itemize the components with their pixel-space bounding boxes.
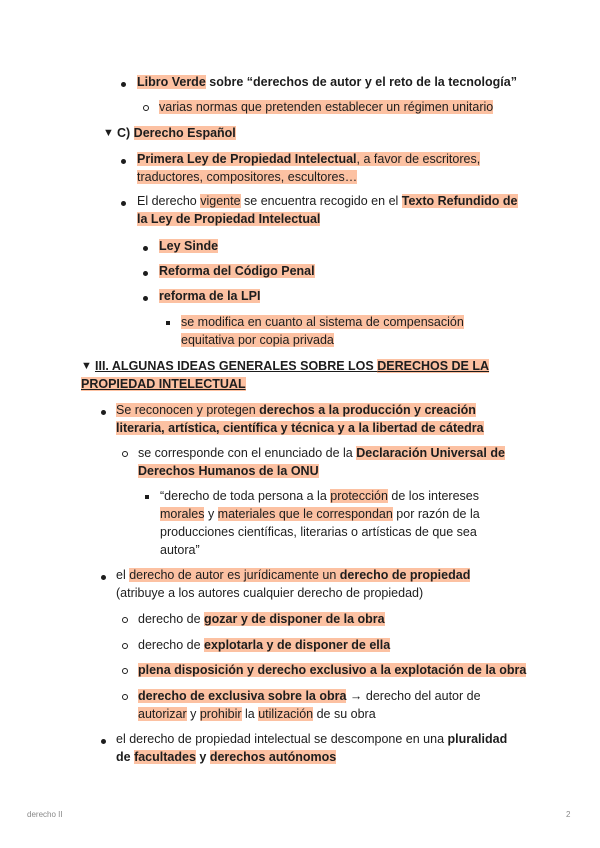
list-item-exclusiva-cont: autorizar y prohibir la utilización de su obra [138,707,376,721]
list-item-pluralidad-cont: de facultades y derechos autónomos [116,750,337,764]
bullet-circle [122,451,128,457]
list-item-derecho-vigente: El derecho vigente se encuentra recogido en el Texto Refundido de [137,194,518,208]
list-item-declaracion: se corresponde con el enunciado de la Declaración Universal de [138,446,505,460]
bullet-circle [122,643,128,649]
page-number: 2 [566,810,571,819]
heading-ideas-generales-cont: PROPIEDAD INTELECTUAL [81,377,246,391]
bullet-square [145,495,149,499]
list-item-compensacion-cont: equitativa por copia privada [181,333,334,347]
bullet-disc [101,410,106,415]
list-item-ley-sinde: Ley Sinde [159,239,219,253]
list-item-plena-disposicion: plena disposición y derecho exclusivo a la explotación de la obra [138,663,527,677]
list-item-primera-ley-cont: traductores, compositores, escultores… [137,170,358,184]
toggle-triangle-icon[interactable]: ▼ [103,127,114,139]
bullet-disc [143,296,148,301]
bullet-disc [121,201,126,206]
list-item-derecho-autor-cont: (atribuye a los autores cualquier derecho de propiedad) [116,586,424,600]
bullet-circle [122,617,128,623]
quote-line-1: “derecho de toda persona a la protección de los intereses [160,489,479,503]
list-item-normas: varias normas que pretenden establecer un régimen unitario [159,100,494,114]
list-item-reforma-codigo: Reforma del Código Penal [159,264,315,278]
bullet-disc [121,82,126,87]
list-item-explotarla: derecho de explotarla y de disponer de ella [138,638,391,652]
quote-line-4: autora” [160,543,200,557]
quote-line-3: producciones científicas, literarias o artísticas de que sea [160,525,477,539]
heading-ideas-generales: III. ALGUNAS IDEAS GENERALES SOBRE LOS DERECHOS DE LA [95,359,490,373]
list-item-declaracion-cont: Derechos Humanos de la ONU [138,464,319,478]
list-item-derecho-vigente-cont: la Ley de Propiedad Intelectual [137,212,321,226]
bullet-disc [143,271,148,276]
list-item-gozar: derecho de gozar y de disponer de la obra [138,612,385,626]
bullet-disc [101,575,106,580]
bullet-circle [143,105,149,111]
footer-title: derecho II [27,810,63,819]
list-item-primera-ley: Primera Ley de Propiedad Intelectual, a favor de escritores, [137,152,481,166]
list-item-derecho-autor: el derecho de autor es jurídicamente un derecho de propiedad [116,568,471,582]
list-item-compensacion: se modifica en cuanto al sistema de compensación [181,315,464,329]
list-item-pluralidad: el derecho de propiedad intelectual se descompone en una pluralidad [116,732,508,746]
bullet-circle [122,668,128,674]
list-item-reforma-lpi: reforma de la LPI [159,289,261,303]
bullet-disc [101,739,106,744]
heading-derecho-espanol: C) Derecho Español [117,126,236,140]
bullet-square [166,321,170,325]
list-item-se-reconocen-cont: literaria, artística, científica y técnica y a la libertad de cátedra [116,421,484,435]
list-item-se-reconocen: Se reconocen y protegen derechos a la producción y creación [116,403,476,417]
bullet-disc [143,246,148,251]
list-item-libro-verde: Libro Verde sobre “derechos de autor y el reto de la tecnología” [137,75,517,89]
bullet-circle [122,694,128,700]
toggle-triangle-icon[interactable]: ▼ [81,360,92,372]
bullet-disc [121,159,126,164]
list-item-exclusiva: derecho de exclusiva sobre la obra → derecho del autor de [138,689,481,703]
quote-line-2: morales y materiales que le correspondan por razón de la [160,507,480,521]
